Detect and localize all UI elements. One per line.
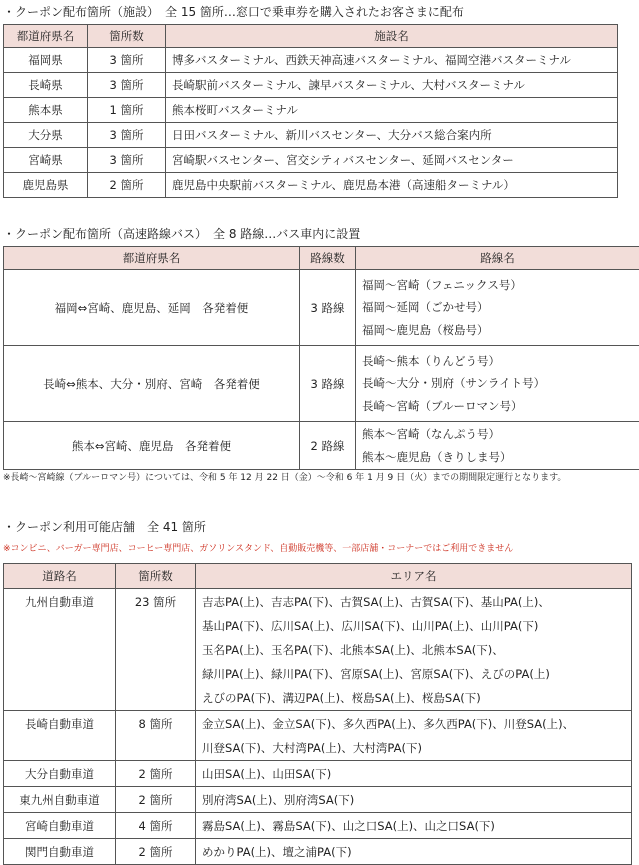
- route-names-cell: [356, 422, 639, 470]
- header-count: 箇所数: [88, 25, 166, 48]
- table-row: [4, 761, 632, 787]
- table-row: [4, 839, 632, 865]
- route-table: [3, 246, 639, 470]
- facility-cell: 長崎駅前バスターミナル、諫早バスターミナル、大村バスターミナル: [166, 73, 618, 98]
- count-cell: 1 箇所: [88, 98, 166, 123]
- facility-table-header: [4, 25, 618, 48]
- facility-cell: 鹿児島中央駅前バスターミナル、鹿児島本港（高速船ターミナル）: [166, 173, 618, 198]
- prefecture-cell: 宮崎県: [4, 148, 88, 173]
- prefecture-cell: 福岡県: [4, 48, 88, 73]
- route-count-cell: 2 路線: [300, 422, 356, 470]
- prefecture-cell: 長崎県: [4, 73, 88, 98]
- header-prefecture: 都道府県名: [4, 247, 300, 270]
- shop-count-cell: 23 箇所: [116, 589, 196, 711]
- area-line: 玉名PA(上)、玉名PA(下)、北熊本SA(上)、北熊本SA(下)、: [202, 638, 625, 662]
- header-prefecture: 都道府県名: [4, 25, 88, 48]
- shop-count-cell: 2 箇所: [116, 787, 196, 813]
- section2-title: ・クーポン配布箇所（高速路線バス） 全 8 路線…バス車内に設置: [3, 226, 360, 242]
- route-name: 福岡～鹿児島（桜島号）: [362, 319, 633, 342]
- header-facility: 施設名: [166, 25, 618, 48]
- route-table-header: [4, 247, 639, 270]
- header-area: エリア名: [196, 564, 632, 589]
- route-name: 熊本～宮崎（なんぷう号）: [362, 423, 633, 446]
- area-cell: めかりPA(上)、壇之浦PA(下): [196, 839, 632, 865]
- road-cell: 長崎自動車道: [4, 711, 116, 761]
- route-period-note: ※長崎～宮崎線（ブルーロマン号）については、令和 5 年 12 月 22 日（金）～令和 6 年 1 月 9 日（火）までの期間限定運行となります。: [3, 472, 566, 485]
- table-row: [4, 589, 632, 711]
- table-row: [4, 73, 618, 98]
- prefecture-cell: 熊本県: [4, 98, 88, 123]
- prefecture-cell: 大分県: [4, 123, 88, 148]
- shop-table: [3, 563, 632, 865]
- table-row: [4, 813, 632, 839]
- road-cell: 宮崎自動車道: [4, 813, 116, 839]
- table-row: [4, 787, 632, 813]
- shop-count-cell: 8 箇所: [116, 711, 196, 761]
- route-prefecture-cell: 長崎⇔熊本、大分・別府、宮崎 各発着便: [4, 346, 300, 422]
- count-cell: 3 箇所: [88, 148, 166, 173]
- table-row: [4, 711, 632, 761]
- road-cell: 東九州自動車道: [4, 787, 116, 813]
- table-row: [4, 173, 618, 198]
- table-row: [4, 48, 618, 73]
- facility-cell: 熊本桜町バスターミナル: [166, 98, 618, 123]
- area-line: 吉志PA(上)、吉志PA(下)、古賀SA(上)、古賀SA(下)、基山PA(上)、: [202, 590, 625, 614]
- area-cell: [196, 589, 632, 711]
- route-count-cell: 3 路線: [300, 270, 356, 346]
- area-line: えびのPA(下)、溝辺PA(上)、桜島SA(上)、桜島SA(下): [202, 686, 625, 710]
- area-cell: 別府湾SA(上)、別府湾SA(下): [196, 787, 632, 813]
- area-line: 基山PA(下)、広川SA(上)、広川SA(下)、山川PA(上)、山川PA(下): [202, 614, 625, 638]
- exclusion-warning: ※コンビニ、バーガー専門店、コーヒー専門店、ガソリンスタンド、自動販売機等、一部店舗・コーナーではご利用できません: [3, 543, 513, 556]
- shop-count-cell: 4 箇所: [116, 813, 196, 839]
- area-line: 金立SA(上)、金立SA(下)、多久西PA(上)、多久西PA(下)、川登SA(上)、: [202, 712, 625, 736]
- table-row: [4, 422, 639, 470]
- header-shop-count: 箇所数: [116, 564, 196, 589]
- shop-count-cell: 2 箇所: [116, 761, 196, 787]
- table-row: [4, 346, 639, 422]
- route-count-cell: 3 路線: [300, 346, 356, 422]
- section3-title: ・クーポン利用可能店舗 全 41 箇所: [3, 519, 206, 535]
- shop-table-header: [4, 564, 632, 589]
- road-cell: 九州自動車道: [4, 589, 116, 711]
- facility-cell: 日田バスターミナル、新川バスセンター、大分バス総合案内所: [166, 123, 618, 148]
- route-names-cell: [356, 270, 639, 346]
- area-cell: 霧島SA(上)、霧島SA(下)、山之口SA(上)、山之口SA(下): [196, 813, 632, 839]
- route-name: 福岡～延岡（ごかせ号）: [362, 296, 633, 319]
- count-cell: 3 箇所: [88, 73, 166, 98]
- area-line: 川登SA(下)、大村湾PA(上)、大村湾PA(下): [202, 736, 625, 760]
- route-name: 熊本～鹿児島（きりしま号）: [362, 446, 633, 469]
- route-prefecture-cell: 熊本⇔宮崎、鹿児島 各発着便: [4, 422, 300, 470]
- section1-title: ・クーポン配布箇所（施設） 全 15 箇所…窓口で乗車券を購入されたお客さまに配布: [3, 4, 464, 20]
- prefecture-cell: 鹿児島県: [4, 173, 88, 198]
- count-cell: 3 箇所: [88, 123, 166, 148]
- table-row: [4, 148, 618, 173]
- header-road: 道路名: [4, 564, 116, 589]
- route-name: 福岡～宮崎（フェニックス号）: [362, 274, 633, 297]
- facility-table: [3, 24, 618, 198]
- table-row: [4, 270, 639, 346]
- count-cell: 3 箇所: [88, 48, 166, 73]
- header-route-name: 路線名: [356, 247, 639, 270]
- table-row: [4, 123, 618, 148]
- route-name: 長崎～大分・別府（サンライト号）: [362, 372, 633, 395]
- road-cell: 関門自動車道: [4, 839, 116, 865]
- route-name: 長崎～熊本（りんどう号）: [362, 350, 633, 373]
- header-route-count: 路線数: [300, 247, 356, 270]
- area-line: 緑川PA(上)、緑川PA(下)、宮原SA(上)、宮原SA(下)、えびのPA(上): [202, 662, 625, 686]
- area-cell: [196, 711, 632, 761]
- route-prefecture-cell: 福岡⇔宮崎、鹿児島、延岡 各発着便: [4, 270, 300, 346]
- table-row: [4, 98, 618, 123]
- area-cell: 山田SA(上)、山田SA(下): [196, 761, 632, 787]
- route-name: 長崎～宮崎（ブルーロマン号）: [362, 395, 633, 418]
- count-cell: 2 箇所: [88, 173, 166, 198]
- road-cell: 大分自動車道: [4, 761, 116, 787]
- facility-cell: 博多バスターミナル、西鉄天神高速バスターミナル、福岡空港バスターミナル: [166, 48, 618, 73]
- shop-count-cell: 2 箇所: [116, 839, 196, 865]
- facility-cell: 宮崎駅バスセンター、宮交シティバスセンター、延岡バスセンター: [166, 148, 618, 173]
- route-names-cell: [356, 346, 639, 422]
